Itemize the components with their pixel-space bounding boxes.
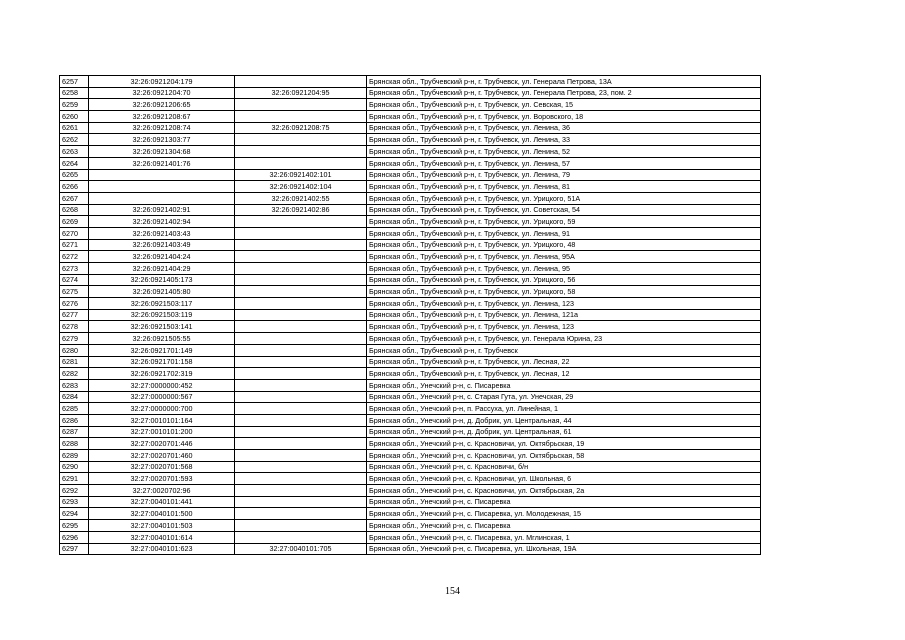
address-cell: Брянская обл., Трубчевский р-н, г. Трубчевск, ул. Генерала Юрина, 23: [367, 333, 761, 345]
table-row: [60, 99, 761, 111]
cadastral-number-cell: 32:27:0020701:568: [89, 461, 235, 473]
table-row: [60, 146, 761, 158]
cadastral-number-cell: 32:26:0921304:68: [89, 146, 235, 158]
row-number-cell: 6267: [60, 192, 89, 204]
related-cadastral-number-cell: [235, 426, 367, 438]
address-cell: Брянская обл., Унечский р-н, с. Старая Гута, ул. Унечская, 29: [367, 391, 761, 403]
table-row: [60, 216, 761, 228]
row-number-cell: 6269: [60, 216, 89, 228]
cadastral-number-cell: 32:27:0040101:614: [89, 531, 235, 543]
cadastral-number-cell: 32:26:0921208:74: [89, 122, 235, 134]
related-cadastral-number-cell: [235, 368, 367, 380]
table-row: [60, 111, 761, 123]
address-cell: Брянская обл., Трубчевский р-н, г. Трубчевск, ул. Ленина, 123: [367, 298, 761, 310]
row-number-cell: 6271: [60, 239, 89, 251]
table-row: [60, 192, 761, 204]
table-row: [60, 450, 761, 462]
related-cadastral-number-cell: [235, 414, 367, 426]
address-cell: Брянская обл., Унечский р-н, с. Красновичи, ул. Октябрьская, 58: [367, 450, 761, 462]
row-number-cell: 6297: [60, 543, 89, 555]
row-number-cell: 6276: [60, 298, 89, 310]
row-number-cell: 6294: [60, 508, 89, 520]
row-number-cell: 6280: [60, 344, 89, 356]
row-number-cell: 6288: [60, 438, 89, 450]
address-cell: Брянская обл., Унечский р-н, п. Рассуха, ул. Линейная, 1: [367, 403, 761, 415]
cadastral-number-cell: 32:27:0020701:593: [89, 473, 235, 485]
address-cell: Брянская обл., Унечский р-н, с. Красновичи, ул. Октябрьская, 2а: [367, 485, 761, 497]
row-number-cell: 6290: [60, 461, 89, 473]
address-cell: Брянская обл., Унечский р-н, с. Красновичи, б/н: [367, 461, 761, 473]
table-row: [60, 134, 761, 146]
table-row: [60, 543, 761, 555]
address-cell: Брянская обл., Унечский р-н, д. Добрик, ул. Центральная, 44: [367, 414, 761, 426]
row-number-cell: 6285: [60, 403, 89, 415]
related-cadastral-number-cell: [235, 274, 367, 286]
related-cadastral-number-cell: [235, 157, 367, 169]
cadastral-number-cell: 32:27:0020701:446: [89, 438, 235, 450]
row-number-cell: 6258: [60, 87, 89, 99]
related-cadastral-number-cell: [235, 263, 367, 275]
address-cell: Брянская обл., Трубчевский р-н, г. Трубчевск, ул. Генерала Петрова, 23, пом. 2: [367, 87, 761, 99]
table-row: [60, 157, 761, 169]
cadastral-number-cell: 32:26:0921403:43: [89, 227, 235, 239]
related-cadastral-number-cell: [235, 485, 367, 497]
cadastral-number-cell: 32:26:0921401:76: [89, 157, 235, 169]
row-number-cell: 6284: [60, 391, 89, 403]
row-number-cell: 6283: [60, 379, 89, 391]
row-number-cell: 6259: [60, 99, 89, 111]
property-table: [59, 75, 761, 555]
related-cadastral-number-cell: [235, 309, 367, 321]
row-number-cell: 6266: [60, 181, 89, 193]
table-row: [60, 368, 761, 380]
table-row: [60, 461, 761, 473]
related-cadastral-number-cell: [235, 379, 367, 391]
cadastral-number-cell: 32:26:0921405:80: [89, 286, 235, 298]
cadastral-number-cell: 32:26:0921404:24: [89, 251, 235, 263]
cadastral-number-cell: 32:27:0010101:200: [89, 426, 235, 438]
table-row: [60, 274, 761, 286]
cadastral-number-cell: 32:27:0040101:441: [89, 496, 235, 508]
row-number-cell: 6296: [60, 531, 89, 543]
cadastral-number-cell: 32:27:0040101:503: [89, 520, 235, 532]
row-number-cell: 6257: [60, 76, 89, 88]
table-row: [60, 391, 761, 403]
cadastral-number-cell: 32:27:0000000:567: [89, 391, 235, 403]
related-cadastral-number-cell: [235, 356, 367, 368]
related-cadastral-number-cell: 32:26:0921402:55: [235, 192, 367, 204]
address-cell: Брянская обл., Трубчевский р-н, г. Трубчевск, ул. Ленина, 79: [367, 169, 761, 181]
related-cadastral-number-cell: [235, 496, 367, 508]
cadastral-number-cell: 32:26:0921204:70: [89, 87, 235, 99]
row-number-cell: 6263: [60, 146, 89, 158]
related-cadastral-number-cell: [235, 239, 367, 251]
cadastral-number-cell: 32:26:0921208:67: [89, 111, 235, 123]
cadastral-number-cell: 32:26:0921503:141: [89, 321, 235, 333]
cadastral-number-cell: 32:26:0921204:179: [89, 76, 235, 88]
address-cell: Брянская обл., Унечский р-н, с. Красновичи, ул. Школьная, 6: [367, 473, 761, 485]
table-row: [60, 309, 761, 321]
table-row: [60, 122, 761, 134]
related-cadastral-number-cell: [235, 344, 367, 356]
row-number-cell: 6291: [60, 473, 89, 485]
row-number-cell: 6268: [60, 204, 89, 216]
cadastral-number-cell: 32:27:0000000:700: [89, 403, 235, 415]
address-cell: Брянская обл., Унечский р-н, с. Писаревка: [367, 379, 761, 391]
related-cadastral-number-cell: [235, 111, 367, 123]
table-row: [60, 496, 761, 508]
row-number-cell: 6273: [60, 263, 89, 275]
related-cadastral-number-cell: [235, 450, 367, 462]
related-cadastral-number-cell: [235, 76, 367, 88]
cadastral-number-cell: [89, 192, 235, 204]
row-number-cell: 6272: [60, 251, 89, 263]
table-row: [60, 227, 761, 239]
table-row: [60, 76, 761, 88]
cadastral-number-cell: 32:27:0010101:164: [89, 414, 235, 426]
related-cadastral-number-cell: [235, 531, 367, 543]
address-cell: Брянская обл., Трубчевский р-н, г. Трубчевск, ул. Ленина, 81: [367, 181, 761, 193]
cadastral-number-cell: 32:26:0921402:94: [89, 216, 235, 228]
address-cell: Брянская обл., Трубчевский р-н, г. Трубчевск, ул. Севская, 15: [367, 99, 761, 111]
cadastral-number-cell: 32:27:0040101:623: [89, 543, 235, 555]
table-row: [60, 520, 761, 532]
table-row: [60, 181, 761, 193]
table-row: [60, 531, 761, 543]
table-row: [60, 379, 761, 391]
table-row: [60, 286, 761, 298]
row-number-cell: 6275: [60, 286, 89, 298]
related-cadastral-number-cell: [235, 508, 367, 520]
row-number-cell: 6295: [60, 520, 89, 532]
related-cadastral-number-cell: [235, 321, 367, 333]
related-cadastral-number-cell: [235, 286, 367, 298]
row-number-cell: 6281: [60, 356, 89, 368]
related-cadastral-number-cell: 32:26:0921402:104: [235, 181, 367, 193]
related-cadastral-number-cell: [235, 227, 367, 239]
table-row: [60, 333, 761, 345]
table-row: [60, 204, 761, 216]
table-row: [60, 344, 761, 356]
address-cell: Брянская обл., Трубчевский р-н, г. Трубчевск, ул. Урицкого, 51А: [367, 192, 761, 204]
row-number-cell: 6289: [60, 450, 89, 462]
address-cell: Брянская обл., Унечский р-н, с. Писаревка, ул. Молодежная, 15: [367, 508, 761, 520]
cadastral-number-cell: 32:26:0921503:117: [89, 298, 235, 310]
related-cadastral-number-cell: [235, 216, 367, 228]
table-row: [60, 169, 761, 181]
address-cell: Брянская обл., Трубчевский р-н, г. Трубчевск, ул. Ленина, 95А: [367, 251, 761, 263]
address-cell: Брянская обл., Трубчевский р-н, г. Трубчевск, ул. Воровского, 18: [367, 111, 761, 123]
property-table-body: [60, 76, 761, 555]
row-number-cell: 6264: [60, 157, 89, 169]
table-row: [60, 438, 761, 450]
table-row: [60, 414, 761, 426]
related-cadastral-number-cell: [235, 333, 367, 345]
related-cadastral-number-cell: [235, 403, 367, 415]
related-cadastral-number-cell: 32:27:0040101:705: [235, 543, 367, 555]
row-number-cell: 6278: [60, 321, 89, 333]
table-row: [60, 426, 761, 438]
address-cell: Брянская обл., Трубчевский р-н, г. Трубчевск, ул. Ленина, 91: [367, 227, 761, 239]
table-row: [60, 87, 761, 99]
table-row: [60, 473, 761, 485]
row-number-cell: 6293: [60, 496, 89, 508]
cadastral-number-cell: 32:27:0020702:96: [89, 485, 235, 497]
cadastral-number-cell: 32:27:0020701:460: [89, 450, 235, 462]
address-cell: Брянская обл., Трубчевский р-н, г. Трубчевск, ул. Ленина, 95: [367, 263, 761, 275]
related-cadastral-number-cell: [235, 461, 367, 473]
related-cadastral-number-cell: [235, 473, 367, 485]
address-cell: Брянская обл., Трубчевский р-н, г. Трубчевск, ул. Советская, 54: [367, 204, 761, 216]
cadastral-number-cell: 32:26:0921402:91: [89, 204, 235, 216]
address-cell: Брянская обл., Трубчевский р-н, г. Трубчевск, ул. Урицкого, 59: [367, 216, 761, 228]
related-cadastral-number-cell: [235, 134, 367, 146]
row-number-cell: 6270: [60, 227, 89, 239]
row-number-cell: 6277: [60, 309, 89, 321]
address-cell: Брянская обл., Унечский р-н, д. Добрик, ул. Центральная, 61: [367, 426, 761, 438]
address-cell: Брянская обл., Трубчевский р-н, г. Трубчевск, ул. Урицкого, 48: [367, 239, 761, 251]
address-cell: Брянская обл., Трубчевский р-н, г. Трубчевск, ул. Ленина, 57: [367, 157, 761, 169]
related-cadastral-number-cell: 32:26:0921208:75: [235, 122, 367, 134]
table-row: [60, 321, 761, 333]
table-row: [60, 239, 761, 251]
address-cell: Брянская обл., Трубчевский р-н, г. Трубчевск, ул. Лесная, 12: [367, 368, 761, 380]
cadastral-number-cell: 32:26:0921206:65: [89, 99, 235, 111]
row-number-cell: 6274: [60, 274, 89, 286]
table-row: [60, 356, 761, 368]
address-cell: Брянская обл., Трубчевский р-н, г. Трубчевск, ул. Ленина, 121а: [367, 309, 761, 321]
address-cell: Брянская обл., Трубчевский р-н, г. Трубчевск, ул. Ленина, 33: [367, 134, 761, 146]
address-cell: Брянская обл., Трубчевский р-н, г. Трубчевск, ул. Ленина, 36: [367, 122, 761, 134]
table-row: [60, 298, 761, 310]
cadastral-number-cell: 32:27:0040101:500: [89, 508, 235, 520]
related-cadastral-number-cell: [235, 438, 367, 450]
address-cell: Брянская обл., Трубчевский р-н, г. Трубчевск, ул. Лесная, 22: [367, 356, 761, 368]
related-cadastral-number-cell: [235, 251, 367, 263]
row-number-cell: 6279: [60, 333, 89, 345]
table-row: [60, 508, 761, 520]
cadastral-number-cell: 32:26:0921701:158: [89, 356, 235, 368]
table-row: [60, 263, 761, 275]
address-cell: Брянская обл., Унечский р-н, с. Писаревка, ул. Мглинская, 1: [367, 531, 761, 543]
cadastral-number-cell: 32:26:0921405:173: [89, 274, 235, 286]
cadastral-number-cell: [89, 169, 235, 181]
row-number-cell: 6265: [60, 169, 89, 181]
cadastral-number-cell: 32:26:0921503:119: [89, 309, 235, 321]
cadastral-number-cell: 32:26:0921701:149: [89, 344, 235, 356]
table-row: [60, 485, 761, 497]
page-number: 154: [445, 586, 460, 597]
address-cell: Брянская обл., Трубчевский р-н, г. Трубчевск, ул. Урицкого, 58: [367, 286, 761, 298]
row-number-cell: 6286: [60, 414, 89, 426]
address-cell: Брянская обл., Трубчевский р-н, г. Трубчевск: [367, 344, 761, 356]
address-cell: Брянская обл., Трубчевский р-н, г. Трубчевск, ул. Урицкого, 56: [367, 274, 761, 286]
row-number-cell: 6292: [60, 485, 89, 497]
related-cadastral-number-cell: [235, 99, 367, 111]
cadastral-number-cell: 32:27:0000000:452: [89, 379, 235, 391]
cadastral-number-cell: 32:26:0921702:319: [89, 368, 235, 380]
row-number-cell: 6260: [60, 111, 89, 123]
address-cell: Брянская обл., Унечский р-н, с. Красновичи, ул. Октябрьская, 19: [367, 438, 761, 450]
related-cadastral-number-cell: [235, 298, 367, 310]
table-row: [60, 251, 761, 263]
cadastral-number-cell: 32:26:0921303:77: [89, 134, 235, 146]
row-number-cell: 6261: [60, 122, 89, 134]
address-cell: Брянская обл., Трубчевский р-н, г. Трубчевск, ул. Ленина, 52: [367, 146, 761, 158]
table-row: [60, 403, 761, 415]
address-cell: Брянская обл., Унечский р-н, с. Писаревка: [367, 496, 761, 508]
related-cadastral-number-cell: [235, 146, 367, 158]
address-cell: Брянская обл., Унечский р-н, с. Писаревка, ул. Школьная, 19А: [367, 543, 761, 555]
cadastral-number-cell: 32:26:0921505:55: [89, 333, 235, 345]
address-cell: Брянская обл., Трубчевский р-н, г. Трубчевск, ул. Генерала Петрова, 13А: [367, 76, 761, 88]
address-cell: Брянская обл., Унечский р-н, с. Писаревка: [367, 520, 761, 532]
cadastral-number-cell: 32:26:0921403:49: [89, 239, 235, 251]
related-cadastral-number-cell: [235, 520, 367, 532]
row-number-cell: 6287: [60, 426, 89, 438]
cadastral-number-cell: [89, 181, 235, 193]
cadastral-number-cell: 32:26:0921404:29: [89, 263, 235, 275]
related-cadastral-number-cell: 32:26:0921402:101: [235, 169, 367, 181]
related-cadastral-number-cell: [235, 391, 367, 403]
row-number-cell: 6282: [60, 368, 89, 380]
row-number-cell: 6262: [60, 134, 89, 146]
address-cell: Брянская обл., Трубчевский р-н, г. Трубчевск, ул. Ленина, 123: [367, 321, 761, 333]
related-cadastral-number-cell: 32:26:0921204:95: [235, 87, 367, 99]
related-cadastral-number-cell: 32:26:0921402:86: [235, 204, 367, 216]
